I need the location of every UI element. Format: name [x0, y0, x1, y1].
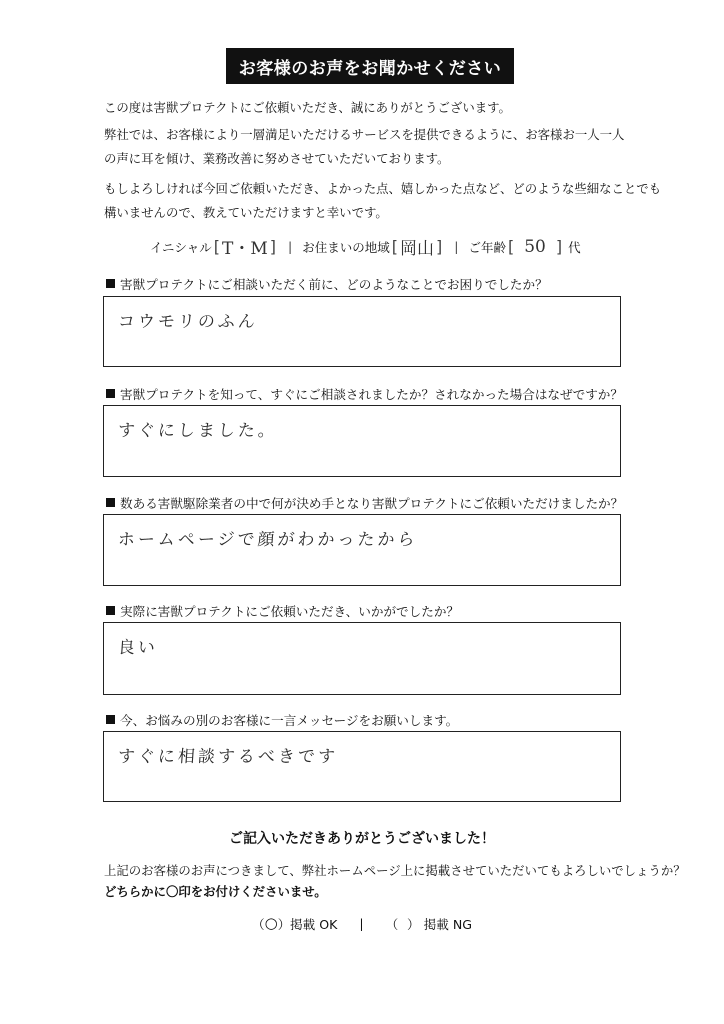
question-text: 害獣プロテクトにご相談いただく前に、どのようなことでお困りでしたか？ [120, 277, 548, 292]
question-text: 害獣プロテクトを知って、すぐにご相談されましたか？されなかった場合はなぜですか？ [120, 387, 623, 402]
square-bullet-icon [106, 498, 115, 507]
bracket-open-icon: [ [213, 237, 221, 256]
consent-ng-option[interactable]: （ ） 掲載 NG [386, 914, 472, 933]
answer-text: コウモリのふん [117, 312, 259, 332]
question-4 [106, 601, 459, 620]
answer-box-4[interactable] [103, 622, 621, 695]
answer-box-3[interactable] [103, 514, 621, 586]
square-bullet-icon [106, 389, 115, 398]
question-2 [106, 384, 623, 403]
intro-line: の声に耳を傾け、業務改善に努めさせていただいております。 [104, 151, 450, 166]
square-bullet-icon [106, 279, 115, 288]
square-bullet-icon [106, 606, 115, 615]
answer-text: すぐにしました。 [117, 421, 279, 441]
intro-line: この度は害獣プロテクトにご依頼いただき、誠にありがとうございます。 [104, 100, 511, 115]
publish-consent-instruction: どちらかに〇印をお付けくださいませ。 [104, 884, 327, 899]
question-text: 今、お悩みの別のお客様に一言メッセージをお願いします。 [120, 713, 459, 728]
initial-label: イニシャル [150, 239, 212, 255]
answer-text: すぐに相談するべきです [117, 747, 339, 767]
bracket-close-icon: ] [269, 237, 277, 256]
separator: | [454, 239, 459, 254]
area-value[interactable]: 岡山 [400, 239, 434, 259]
consent-ok-option[interactable]: （ ○ ） 掲載 OK [252, 914, 338, 932]
age-suffix: 代 [568, 239, 581, 255]
separator: | [359, 916, 364, 931]
intro-line: もしよろしければ今回ご依頼いただき、よかった点、嬉しかった点など、どのような些細なことでも [104, 181, 662, 196]
thanks-heading: ご記入いただきありがとうございました！ [229, 831, 495, 847]
intro-line: 弊社では、お客様により一層満足いただけるサービスを提供できるように、お客様お一人一人 [104, 127, 625, 142]
bracket-open-icon: [ [507, 237, 515, 256]
age-value[interactable]: 50 [524, 236, 546, 257]
answer-box-2[interactable] [103, 405, 621, 477]
page-title: お客様のお声をお聞かせください [226, 48, 514, 84]
age-label: ご年齢 [468, 239, 506, 255]
square-bullet-icon [106, 715, 115, 724]
respondent-info [150, 234, 581, 259]
separator: | [288, 239, 293, 254]
question-3 [106, 493, 623, 512]
bracket-open-icon: [ [391, 237, 398, 256]
intro-line: 構いませんので、教えていただけますと幸いです。 [104, 205, 388, 220]
ok-mark: ○ [264, 914, 278, 932]
question-text: 実際に害獣プロテクトにご依頼いただき、いかがでしたか？ [120, 604, 460, 619]
area-label: お住まいの地域 [302, 239, 390, 255]
answer-box-1[interactable] [103, 296, 621, 367]
answer-text: ホームページで顔がわかったから [117, 530, 419, 550]
question-5 [106, 710, 458, 729]
consent-ng-label: 掲載 NG [423, 917, 472, 932]
consent-ok-label: 掲載 OK [290, 917, 338, 932]
publish-consent-note: 上記のお客様のお声につきまして、弊社ホームページ上に掲載させていただいてもよろしいでしょうか？ [104, 863, 686, 878]
initial-value[interactable]: T・M [222, 239, 268, 259]
answer-box-5[interactable] [103, 731, 621, 802]
question-1 [106, 274, 548, 293]
bracket-close-icon: ] [436, 237, 443, 256]
question-text: 数ある害獣駆除業者の中で何が決め手となり害獣プロテクトにご依頼いただけましたか？ [120, 496, 624, 511]
answer-text: 良い [117, 638, 159, 658]
publish-consent-options [0, 914, 724, 933]
bracket-close-icon: ] [555, 237, 563, 256]
